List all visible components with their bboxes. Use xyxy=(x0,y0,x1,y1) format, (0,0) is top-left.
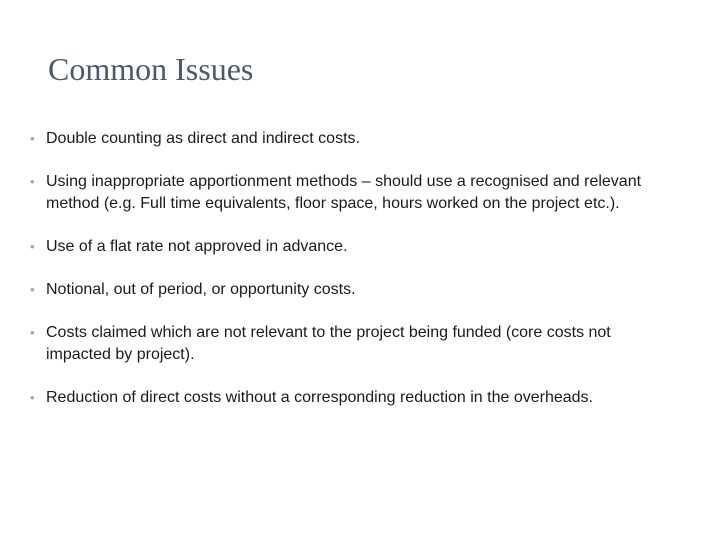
bullet-icon: • xyxy=(30,131,35,146)
bullet-text: Use of a flat rate not approved in advance. xyxy=(46,238,348,255)
bullet-icon: • xyxy=(30,325,35,340)
slide-title: Common Issues xyxy=(48,51,254,87)
bullet-list xyxy=(30,128,670,430)
bullet-icon: • xyxy=(30,239,35,254)
bullet-item xyxy=(30,236,670,258)
bullet-text: Using inappropriate apportionment methods – should use a recognised and relevant method (e.g. Full time equivalents, floor space, hours worked on the project etc.). xyxy=(46,173,642,212)
bullet-icon: • xyxy=(30,282,35,297)
bullet-icon: • xyxy=(30,390,35,405)
bullet-icon: • xyxy=(30,174,35,189)
bullet-item xyxy=(30,387,670,409)
bullet-item xyxy=(30,322,670,366)
bullet-text: Reduction of direct costs without a corresponding reduction in the overheads. xyxy=(46,389,593,406)
bullet-item xyxy=(30,279,670,301)
bullet-item xyxy=(30,171,670,215)
bullet-item xyxy=(30,128,670,150)
bullet-text: Notional, out of period, or opportunity costs. xyxy=(46,281,356,298)
bullet-text: Double counting as direct and indirect costs. xyxy=(46,130,360,147)
bullet-text: Costs claimed which are not relevant to the project being funded (core costs not impacted by project). xyxy=(46,324,611,363)
